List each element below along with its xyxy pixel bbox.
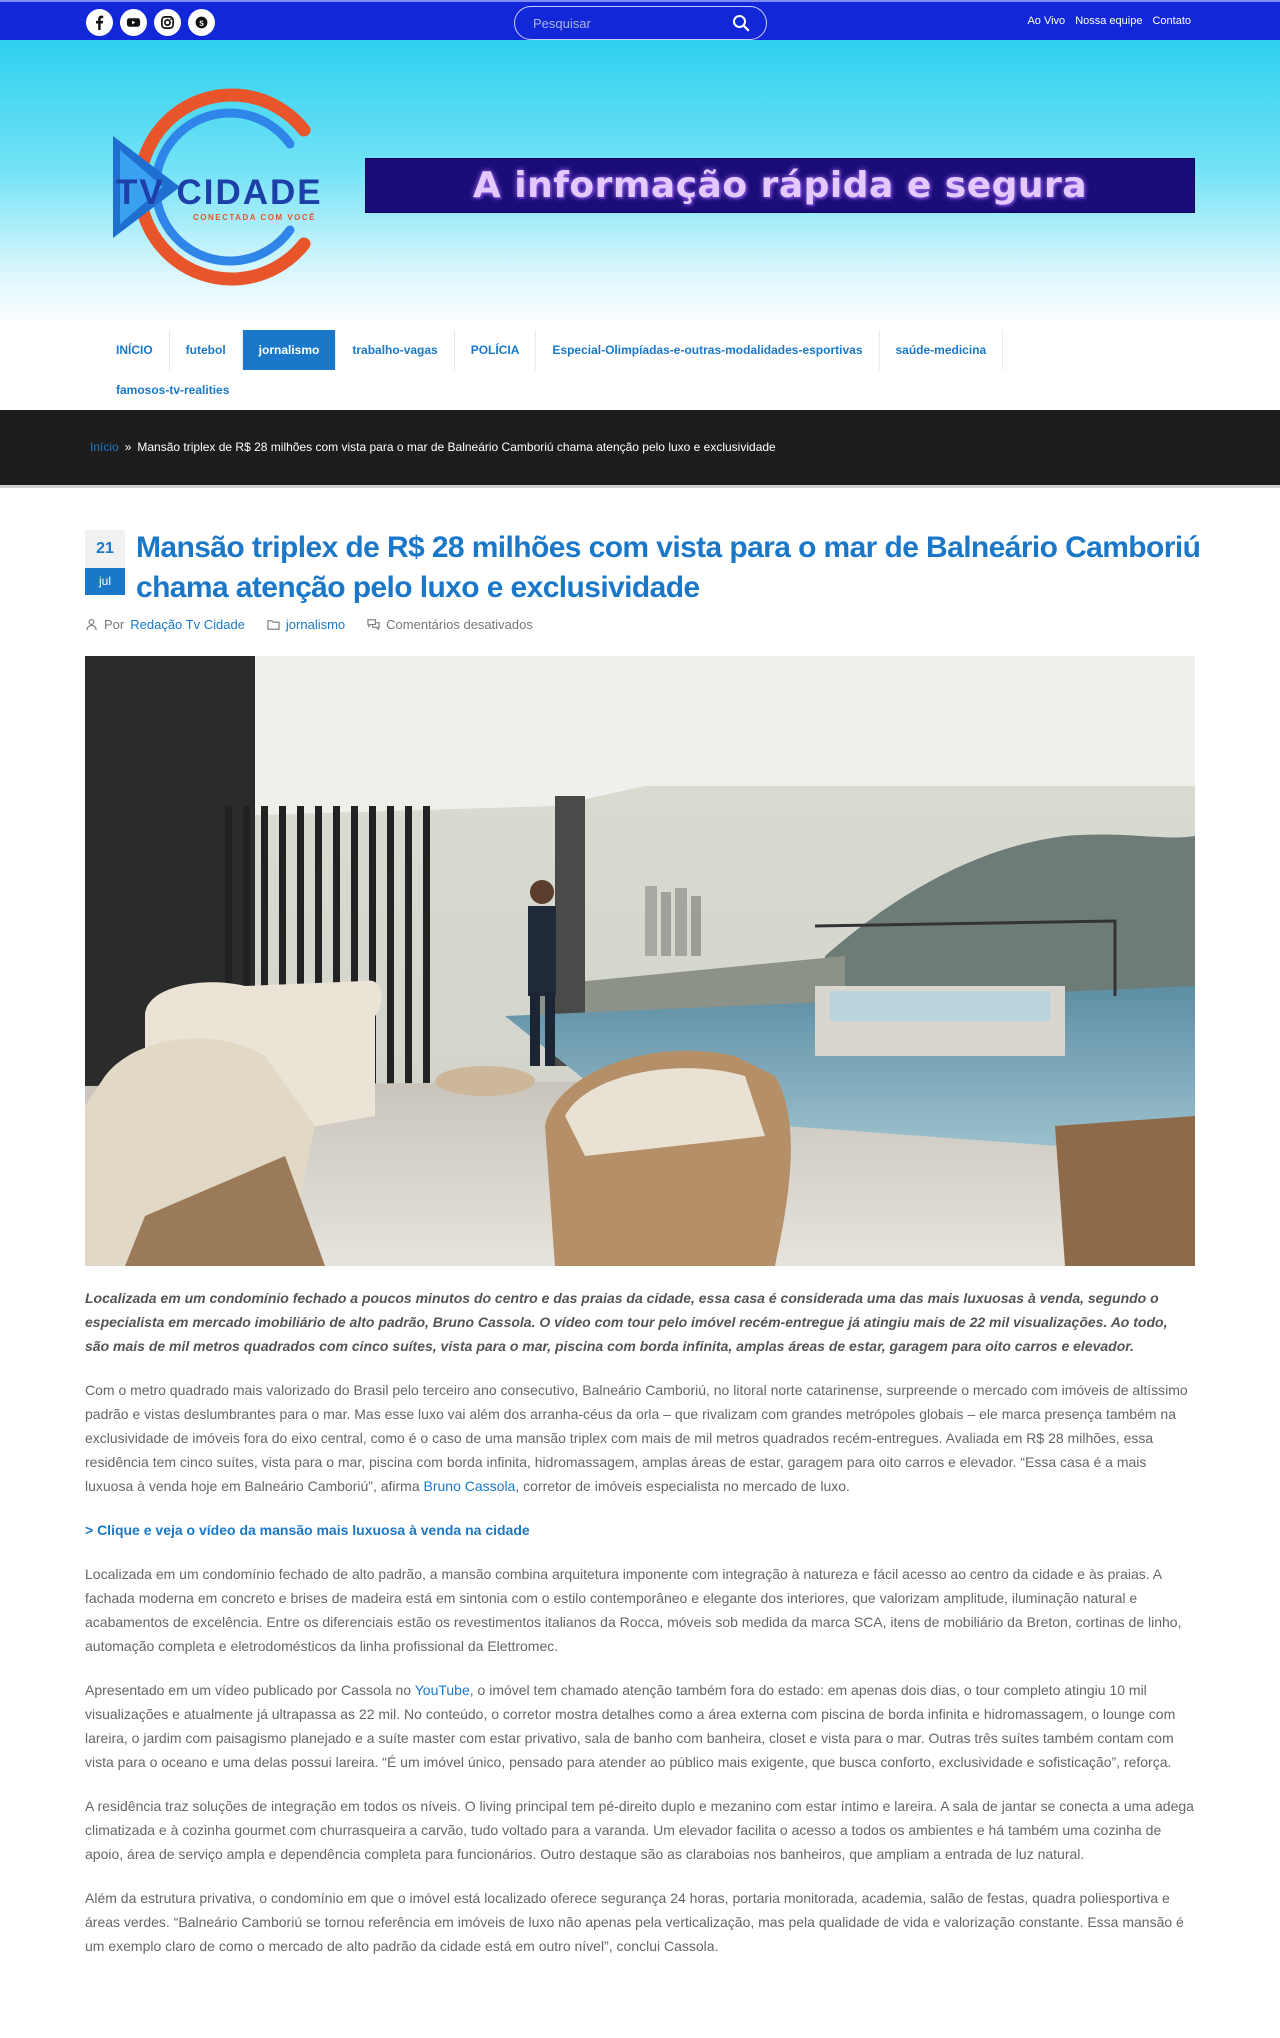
slogan-text: A informação rápida e segura bbox=[472, 165, 1088, 206]
top-links bbox=[1027, 15, 1191, 27]
slogan-banner bbox=[365, 158, 1195, 213]
site-logo[interactable] bbox=[108, 84, 344, 290]
instagram-icon[interactable] bbox=[154, 9, 181, 36]
meta-by-label: Por bbox=[104, 617, 125, 632]
folder-icon bbox=[267, 618, 280, 631]
user-icon bbox=[85, 618, 98, 631]
article-paragraph: A residência traz soluções de integração em todos os níveis. O living principal tem pé-direito duplo e mezanino com estar íntimo e lareira. A sala de jantar se conecta a uma adega climatizada e à cozinha gourmet com churrasqueira a carvão, tudo voltado para a varanda. Um elevador facilita o acesso a todos os ambientes e há também uma cozinha de apoio, área de serviço ampla e dependência completa para funcionários. Outro destaque são as claraboias nos banheiros, que ampliam a entrada de luz natural. bbox=[85, 1798, 1194, 1862]
site-header bbox=[0, 40, 1280, 325]
logo-text: TV CIDADE bbox=[116, 173, 323, 212]
article-paragraph: Além da estrutura privativa, o condomínio em que o imóvel está localizado oferece segurança 24 horas, portaria monitorada, academia, salão de festas, quadra poliesportiva e áreas verdes. “Balneário Camboriú se tornou referência em imóveis de luxo não apenas pela verticalização, mas pela qualidade de vida e valorização constante. Essa mansão é um exemplo claro de como o mercado de alto padrão da cidade está em outro nível”, conclui Cassola. bbox=[85, 1890, 1184, 1954]
breadcrumb-current: Mansão triplex de R$ 28 milhões com vista para o mar de Balneário Camboriú chama atenção pelo luxo e exclusividade bbox=[137, 440, 776, 454]
search-input[interactable] bbox=[533, 14, 723, 32]
article-featured-image bbox=[85, 656, 1195, 1266]
article-paragraph: Apresentado em um vídeo publicado por Cassola no YouTube, o imóvel tem chamado atenção também fora do estado: em apenas dois dias, o tour completo atingiu 10 mil visualizações e atualmente já ultrapassa as 22 mil. No conteúdo, o corretor mostra detalhes como a área externa com piscina de borda infinita e hidromassagem, o lounge com lareira, o jardim com paisagismo planejado e a suíte master com estar privativo, sala de banho com banheira, closet e vista para o mar. Outras três suítes também contam com vista para o oceano e uma delas possui lareira. “É um imóvel único, pensado para atender ao público mais exigente, que busca conforto, exclusividade e sofisticação”, reforça. bbox=[85, 1682, 1176, 1770]
post-date bbox=[85, 530, 125, 595]
meta-comments-status: Comentários desativados bbox=[386, 617, 533, 632]
article-lead: Localizada em um condomínio fechado a poucos minutos do centro e das praias da cidade, essa casa é considerada uma das mais luxuosas à venda, segundo o especialista em mercado imobiliário de alto padrão, Bruno Cassola. O vídeo com tour pelo imóvel recém-entregue já atingiu mais de 22 mil visualizações. Ao todo, são mais de mil metros quadrados com cinco suítes, vista para o mar, piscina com borda infinita, amplas áreas de estar, garagem para oito carros e elevador. bbox=[85, 1290, 1168, 1354]
nav-item-saude-medicina[interactable]: saúde-medicina bbox=[880, 330, 1004, 370]
article-paragraph: Com o metro quadrado mais valorizado do Brasil pelo terceiro ano consecutivo, Balneário Camboriú, no litoral norte catarinense, surpreende o mercado com imóveis de altíssimo padrão e vistas deslumbrantes para o mar. Mas esse luxo vai além dos arranha-céus da orla – que rivalizam com grandes metrópoles globais – ele marca presença também na exclusividade de imóveis fora do eixo central, como é o caso de uma mansão triplex com mais de mil metros quadrados recém-entregues. Avaliada em R$ 28 milhões, essa residência tem cinco suítes, vista para o mar, piscina com borda infinita, hidromassagem, amplas áreas de estar, garagem para oito carros e elevador. “Essa casa é a mais luxuosa à venda hoje em Balneário Camboriú”, afirma Bruno Cassola, corretor de imóveis especialista no mercado de luxo. bbox=[85, 1382, 1188, 1494]
nav-item-jornalismo[interactable]: jornalismo bbox=[243, 330, 337, 370]
social-links bbox=[86, 9, 215, 36]
nav-item-especial-olimpiadas[interactable]: Especial-Olimpíadas-e-outras-modalidades-esportivas bbox=[536, 330, 879, 370]
top-link-nossa-equipe[interactable]: Nossa equipe bbox=[1075, 15, 1143, 27]
video-cta-link[interactable]: > Clique e veja o vídeo da mansão mais luxuosa à venda na cidade bbox=[85, 1522, 530, 1538]
comments-icon bbox=[367, 618, 380, 631]
article-title: Mansão triplex de R$ 28 milhões com vista para o mar de Balneário Camboriú chama atenção pelo luxo e exclusividade bbox=[136, 531, 1201, 604]
skype-icon[interactable] bbox=[188, 9, 215, 36]
article-paragraph: Localizada em um condomínio fechado de alto padrão, a mansão combina arquitetura imponente com integração à natureza e fácil acesso ao centro da cidade e às praias. A fachada moderna em concreto e brises de madeira está em sintonia com o estilo contemporâneo e elegante dos interiores, que valorizam amplitude, iluminação natural e acabamentos de excelência. Entre os diferenciais estão os revestimentos italianos da Rocca, móveis sob medida da marca SCA, itens de mobiliário da Breton, cortinas de linho, automação completa e eletrodomésticos da linha profissional da Elettromec. bbox=[85, 1566, 1182, 1654]
article-content bbox=[85, 1286, 1195, 1978]
youtube-link[interactable]: YouTube bbox=[414, 1682, 470, 1698]
top-link-ao-vivo[interactable]: Ao Vivo bbox=[1027, 15, 1066, 27]
post-date-day: 21 bbox=[85, 530, 125, 568]
nav-item-famosos-tv-realities[interactable]: famosos-tv-realities bbox=[116, 383, 230, 397]
facebook-icon[interactable] bbox=[86, 9, 113, 36]
youtube-icon[interactable] bbox=[120, 9, 147, 36]
nav-item-inicio[interactable]: INÍCIO bbox=[100, 330, 170, 370]
breadcrumb-home-link[interactable]: Início bbox=[90, 440, 119, 454]
nav-item-futebol[interactable]: futebol bbox=[170, 330, 243, 370]
post-date-month: jul bbox=[85, 568, 125, 595]
logo-tagline: CONECTADA COM VOCÊ bbox=[193, 213, 316, 222]
meta-author-link[interactable]: Redação Tv Cidade bbox=[130, 617, 245, 632]
top-bar bbox=[0, 0, 1280, 40]
breadcrumb-band bbox=[0, 410, 1280, 488]
nav-item-trabalho-vagas[interactable]: trabalho-vagas bbox=[336, 330, 454, 370]
top-link-contato[interactable]: Contato bbox=[1152, 15, 1191, 27]
meta-category-link[interactable]: jornalismo bbox=[285, 617, 346, 632]
breadcrumb-separator: » bbox=[124, 440, 132, 454]
search-icon[interactable] bbox=[732, 14, 750, 32]
search-box[interactable] bbox=[514, 6, 767, 40]
article-meta bbox=[85, 617, 533, 632]
nav-item-policia[interactable]: POLÍCIA bbox=[455, 330, 537, 370]
breadcrumb bbox=[90, 440, 776, 454]
main-nav bbox=[100, 330, 1180, 410]
bruno-cassola-link[interactable]: Bruno Cassola bbox=[423, 1478, 516, 1494]
